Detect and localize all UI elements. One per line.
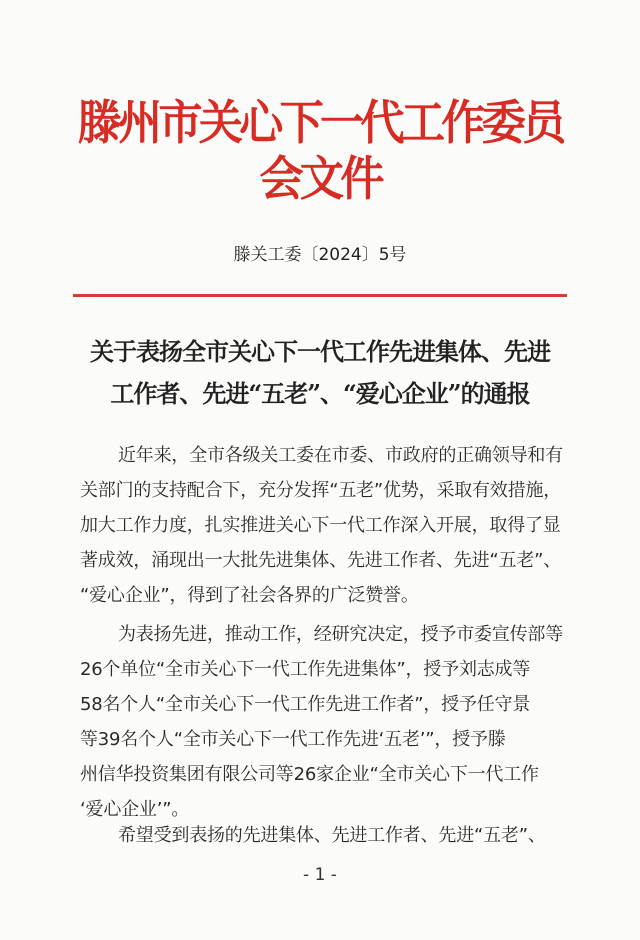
- paragraph-1-line-4: 著成效，涌现出一大批先进集体、先进工作者、先进“五老”、: [80, 550, 562, 571]
- paragraph-2: [80, 617, 568, 827]
- paragraph-2-line-3: 58名个人“全市关心下一代工作先进工作者”，授予任守景: [80, 694, 531, 715]
- paragraph-2-line-4: 等39名个人“全市关心下一代工作先进‘五老’”，授予滕: [80, 729, 506, 750]
- paragraph-1-line-5: “爱心企业”，得到了社会各界的广泛赞誉。: [80, 585, 419, 606]
- paragraph-1-line-3: 加大工作力度，扎实推进关心下一代工作深入开展，取得了显: [80, 515, 561, 536]
- paragraph-3-line-1: 希望受到表扬的先进集体、先进工作者、先进“五老”、: [118, 825, 546, 846]
- document-title: [70, 331, 570, 415]
- paragraph-1: [80, 438, 568, 613]
- paragraph-1-line-2: 关部门的支持配合下，充分发挥“五老”优势，采取有效措施，: [80, 480, 562, 501]
- paragraph-2-line-5: 州信华投资集团有限公司等26家企业“全市关心下一代工作: [80, 764, 539, 785]
- paragraph-2-line-2: 26个单位“全市关心下一代工作先进集体”，授予刘志成等: [80, 659, 531, 680]
- document-header: 滕州市关心下一代工作委员会文件: [77, 96, 563, 207]
- red-divider: [73, 294, 567, 297]
- page-number: - 1 -: [303, 865, 337, 885]
- paragraph-3: [80, 818, 568, 853]
- document-title-line-1: 关于表扬全市关心下一代工作先进集体、先进: [90, 337, 550, 366]
- paragraph-1-line-1: 近年来，全市各级关工委在市委、市政府的正确领导和有: [118, 445, 563, 466]
- paragraph-2-line-6: ‘爱心企业’”。: [80, 799, 190, 820]
- document-number: 滕关工委〔2024〕5号: [233, 245, 407, 265]
- paragraph-2-line-1: 为表扬先进，推动工作，经研究决定，授予市委宣传部等: [118, 624, 563, 645]
- document-title-line-2: 工作者、先进“五老”、“爱心企业”的通报: [110, 379, 530, 408]
